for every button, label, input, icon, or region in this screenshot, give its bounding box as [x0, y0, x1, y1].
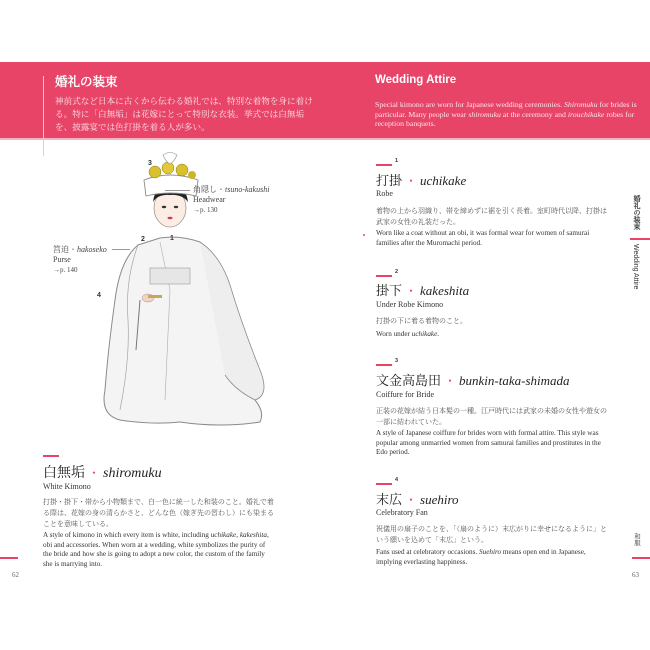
entry-2-dash	[376, 275, 392, 277]
left-page-marker	[0, 557, 18, 559]
entry-3-desc-jp: 正装の花嫁が結う日本髪の一種。江戸時代には武家の未婚の女性や遊女の一部に結われていた。	[376, 407, 607, 426]
entry-1-number: 1	[395, 158, 399, 164]
entry-2-desc-jp: 打掛の下に着る着物のこと。	[376, 317, 467, 325]
entry-1-desc-en: Worn like a coat without an obi, it was formal wear for women of samurai families after the Muromachi period.	[376, 229, 590, 247]
banner-intro-jp: 神前式など日本に古くから伝わる婚礼では、特別な着物を身に着ける。特に「白無垢」は花嫁にとって特別な衣装。挙式では白無垢を、披露宴では色打掛を着る人が多い。	[55, 96, 313, 132]
entry-2-desc-en: Worn under uchikake.	[376, 330, 440, 338]
figure-marker-3: 3	[148, 160, 152, 167]
banner-title-en: Wedding Attire	[375, 74, 457, 86]
entry-4-number: 4	[395, 477, 399, 483]
side-tab-jp: 婚礼の装束	[633, 195, 641, 230]
side-tab-en: Wedding Attire	[632, 244, 639, 290]
callout-headwear: 角隠し・tsuno-kakushi Headwear →p. 130	[193, 185, 270, 214]
entry-3-dash	[376, 364, 392, 366]
entry-3-subtitle: Coiffure for Bride	[376, 390, 435, 399]
side-tab-divider	[630, 238, 650, 240]
entry-4-subtitle: Celebratory Fan	[376, 508, 428, 517]
banner-bottom-rule	[0, 138, 650, 140]
banner-title-jp: 婚礼の装束	[55, 74, 118, 89]
leader-line-headwear	[165, 190, 190, 191]
main-entry-desc-en: A style of kimono in which every item is white, including uchikake, kakeshita, obi and accessories. When worn at a wedding, white symbolizes the purity of the bride and how she is going to adopt a new color, the custom of the family she is marrying into.	[43, 531, 269, 568]
entry-1-subtitle: Robe	[376, 189, 393, 198]
entry-3-desc-en: A style of Japanese coiffure for brides worn with formal attire. This style was popular among unmarried women from samurai families and prostitutes in the Edo period.	[376, 429, 601, 457]
entry-2-number: 2	[395, 269, 399, 275]
entry-4-desc-jp: 祝儀用の扇子のことを、「（扇のように）末広がりに幸せになるように」という願いを込めて「末広」という。	[376, 525, 607, 544]
main-entry-title: 白無垢 ・ shiromuku	[43, 466, 162, 481]
figure-marker-2: 2	[141, 236, 145, 243]
decorative-dot	[363, 234, 365, 236]
page-number-right: 63	[632, 571, 639, 579]
figure-marker-4: 4	[97, 292, 101, 299]
callout-purse: 筥迫・hakoseko Purse →p. 140	[53, 245, 107, 274]
section-label: 和服	[633, 533, 640, 546]
entry-marker-dash	[43, 455, 59, 457]
entry-3-number: 3	[395, 358, 399, 364]
main-entry-subtitle: White Kimono	[43, 482, 91, 491]
entry-4-desc-en: Fans used at celebratory occasions. Suehiro means open end in Japanese, implying everlasting happiness.	[376, 548, 586, 566]
entry-2-title: 掛下 ・ kakeshita	[376, 283, 470, 298]
leader-line-purse	[112, 249, 130, 250]
entry-3-title: 文金高島田 ・ bunkin-taka-shimada	[376, 373, 570, 388]
page-number-left: 62	[12, 571, 19, 579]
figure-marker-1: 1	[170, 235, 174, 242]
entry-4-dash	[376, 483, 392, 485]
main-entry-desc-jp: 打掛・掛下・帯から小物類まで、白一色に統一した和装のこと。婚礼で着る際は、花嫁の身の清らかさと、どんな色（嫁ぎ先の習わし）にも染まることを意味している。	[43, 498, 274, 528]
entry-4-title: 末広 ・ suehiro	[376, 492, 459, 507]
entry-1-dash	[376, 164, 392, 166]
entry-1-title: 打掛 ・ uchikake	[376, 173, 467, 188]
banner-intro-en: Special kimono are worn for Japanese wedding ceremonies. Shiromuku for brides is particular. Many people wear shiromuku at the ceremony and irouchikake robes for reception banquets.	[375, 100, 637, 129]
right-page-marker	[632, 557, 650, 559]
banner-vertical-line	[43, 76, 44, 156]
entry-2-subtitle: Under Robe Kimono	[376, 300, 444, 309]
entry-1-desc-jp: 着物の上から羽織り、帯を締めずに裾を引く長着。室町時代以降、打掛は武家の女性の礼装だった。	[376, 207, 607, 226]
